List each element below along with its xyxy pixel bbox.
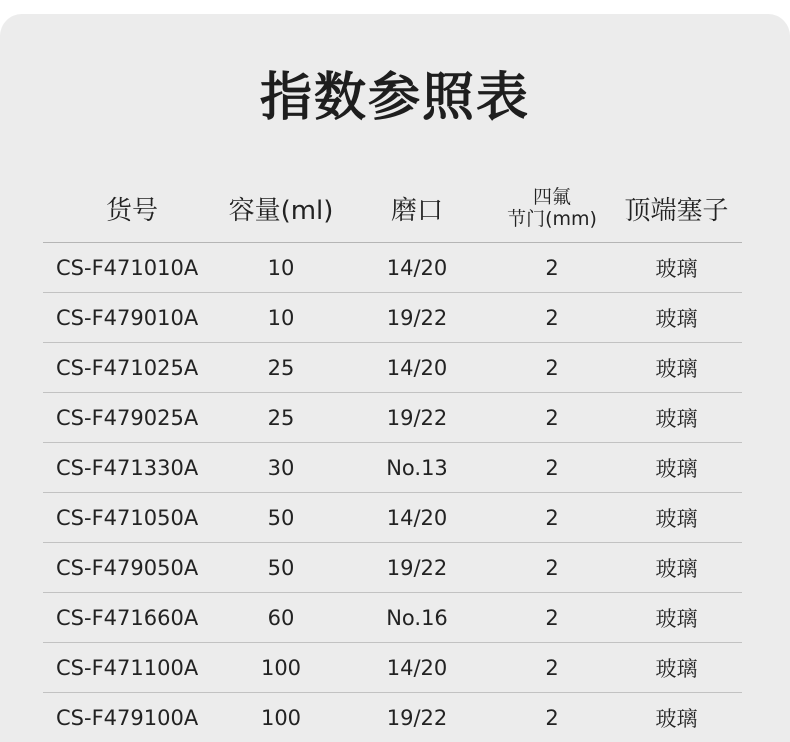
cell-stopper: 玻璃 — [611, 293, 742, 343]
cell-capacity: 10 — [221, 293, 341, 343]
cell-stopper: 玻璃 — [611, 493, 742, 543]
cell-joint: 19/22 — [341, 393, 493, 443]
cell-stopper: 玻璃 — [611, 343, 742, 393]
table-row — [43, 593, 742, 643]
cell-stopper: 玻璃 — [611, 393, 742, 443]
cell-ptfe-stopcock: 2 — [493, 543, 611, 593]
table-row — [43, 693, 742, 742]
page-title: 指数参照表 — [259, 68, 530, 128]
cell-capacity: 25 — [221, 393, 341, 443]
cell-stopper: 玻璃 — [611, 593, 742, 643]
cell-capacity: 100 — [221, 693, 341, 742]
header-ptfe-line1: 四氟 — [532, 186, 571, 208]
cell-joint: 19/22 — [341, 543, 493, 593]
table-row — [43, 543, 742, 593]
cell-ptfe-stopcock: 2 — [493, 693, 611, 742]
cell-joint: 14/20 — [341, 493, 493, 543]
cell-ptfe-stopcock: 2 — [493, 443, 611, 493]
table-row — [43, 243, 742, 293]
cell-stopper: 玻璃 — [611, 643, 742, 693]
cell-item-no: CS-F471330A — [43, 443, 221, 493]
cell-item-no: CS-F479025A — [43, 393, 221, 443]
cell-ptfe-stopcock: 2 — [493, 243, 611, 293]
table-header-row — [43, 174, 742, 243]
cell-ptfe-stopcock: 2 — [493, 393, 611, 443]
reference-card — [0, 14, 790, 742]
cell-item-no: CS-F479100A — [43, 693, 221, 742]
table-row — [43, 293, 742, 343]
cell-item-no: CS-F471010A — [43, 243, 221, 293]
header-item-no: 货号 — [43, 174, 221, 243]
cell-joint: No.13 — [341, 443, 493, 493]
cell-ptfe-stopcock: 2 — [493, 493, 611, 543]
cell-capacity: 50 — [221, 493, 341, 543]
cell-joint: 14/20 — [341, 343, 493, 393]
cell-capacity: 25 — [221, 343, 341, 393]
cell-joint: 19/22 — [341, 293, 493, 343]
cell-item-no: CS-F471050A — [43, 493, 221, 543]
cell-stopper: 玻璃 — [611, 693, 742, 742]
cell-stopper: 玻璃 — [611, 543, 742, 593]
cell-item-no: CS-F471025A — [43, 343, 221, 393]
cell-item-no: CS-F479010A — [43, 293, 221, 343]
header-stopper: 顶端塞子 — [611, 174, 742, 243]
cell-joint: No.16 — [341, 593, 493, 643]
cell-capacity: 100 — [221, 643, 341, 693]
cell-item-no: CS-F471660A — [43, 593, 221, 643]
cell-joint: 14/20 — [341, 643, 493, 693]
table-row — [43, 443, 742, 493]
table-row — [43, 643, 742, 693]
cell-stopper: 玻璃 — [611, 443, 742, 493]
cell-stopper: 玻璃 — [611, 243, 742, 293]
cell-joint: 14/20 — [341, 243, 493, 293]
cell-ptfe-stopcock: 2 — [493, 343, 611, 393]
cell-capacity: 10 — [221, 243, 341, 293]
reference-table — [43, 174, 742, 742]
cell-capacity: 50 — [221, 543, 341, 593]
cell-capacity: 60 — [221, 593, 341, 643]
cell-ptfe-stopcock: 2 — [493, 293, 611, 343]
cell-capacity: 30 — [221, 443, 341, 493]
cell-item-no: CS-F479050A — [43, 543, 221, 593]
table-row — [43, 493, 742, 543]
cell-ptfe-stopcock: 2 — [493, 593, 611, 643]
cell-ptfe-stopcock: 2 — [493, 643, 611, 693]
cell-item-no: CS-F471100A — [43, 643, 221, 693]
table-row — [43, 393, 742, 443]
table-row — [43, 343, 742, 393]
header-ptfe-stopcock — [493, 174, 611, 243]
cell-joint: 19/22 — [341, 693, 493, 742]
header-joint: 磨口 — [341, 174, 493, 243]
header-capacity: 容量(ml) — [221, 174, 341, 243]
header-ptfe-line2: 节门(mm) — [507, 208, 597, 230]
